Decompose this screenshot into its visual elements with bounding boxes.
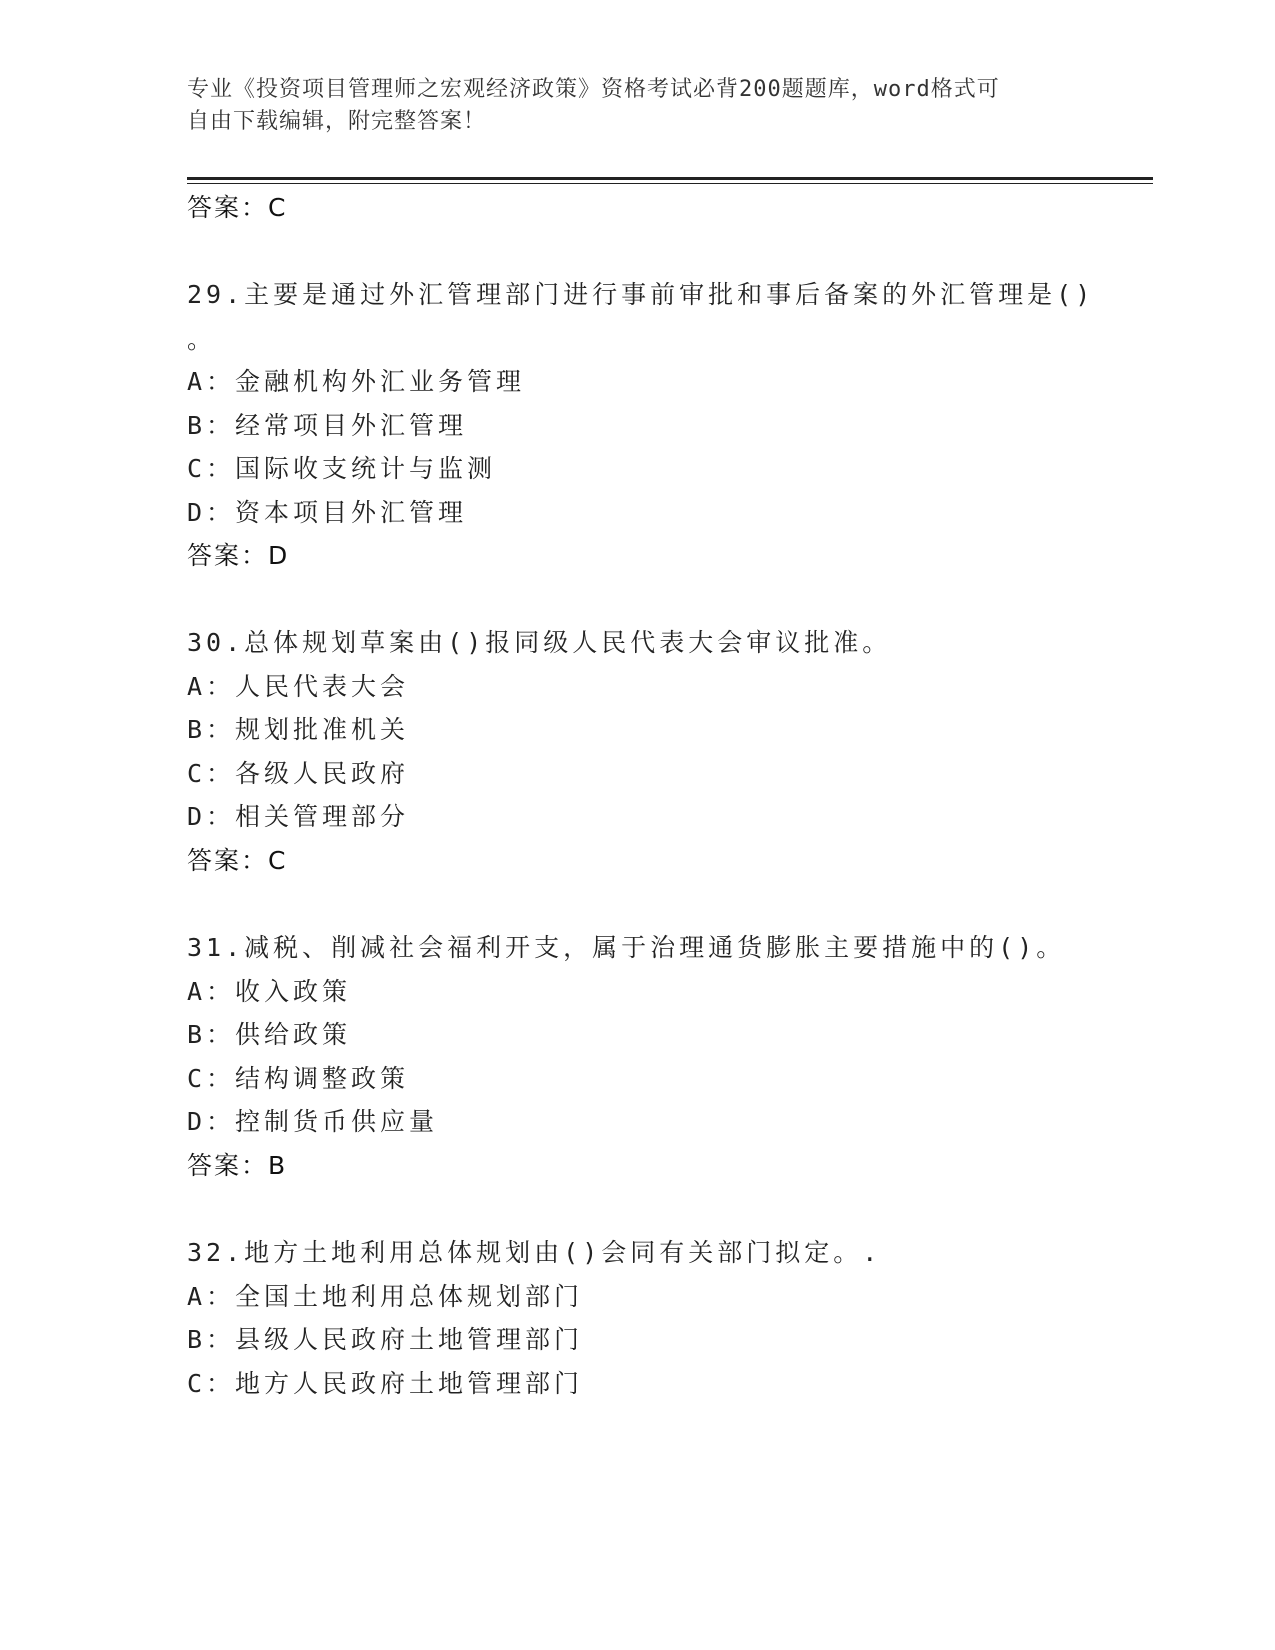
question-29-option-a: A：金融机构外汇业务管理 <box>187 367 526 396</box>
question-30-option-b: B：规划批准机关 <box>187 715 410 744</box>
question-29-option-b: B：经常项目外汇管理 <box>187 411 468 440</box>
question-30-option-d: D：相关管理部分 <box>187 802 410 831</box>
question-29-option-d: D：资本项目外汇管理 <box>187 498 468 527</box>
question-32-option-a: A：全国土地利用总体规划部门 <box>187 1282 584 1311</box>
question-29-stem: 29.主要是通过外汇管理部门进行事前审批和事后备案的外汇管理是() <box>187 280 1095 309</box>
question-30-option-c: C：各级人民政府 <box>187 759 410 788</box>
question-32-option-c: C：地方人民政府土地管理部门 <box>187 1369 584 1398</box>
question-29-answer: 答案：D <box>187 541 290 570</box>
question-32-option-b: B：县级人民政府土地管理部门 <box>187 1325 584 1354</box>
previous-answer: 答案：C <box>187 193 288 222</box>
header-line-2: 自由下载编辑，附完整答案！ <box>187 109 487 134</box>
header-line-1: 专业《投资项目管理师之宏观经济政策》资格考试必背200题题库，word格式可 <box>187 77 1000 102</box>
question-30-stem: 30.总体规划草案由()报同级人民代表大会审议批准。 <box>187 628 892 657</box>
question-31-option-d: D：控制货币供应量 <box>187 1107 439 1136</box>
question-31-answer: 答案：B <box>187 1151 288 1180</box>
question-30-option-a: A：人民代表大会 <box>187 672 410 701</box>
page-header <box>187 74 1087 138</box>
question-31-option-b: B：供给政策 <box>187 1020 352 1049</box>
question-31-option-c: C：结构调整政策 <box>187 1064 410 1093</box>
header-divider-thin <box>187 183 1153 184</box>
question-29-option-c: C：国际收支统计与监测 <box>187 454 497 483</box>
header-divider-thick <box>187 177 1153 180</box>
question-31-stem: 31.减税、削减社会福利开支，属于治理通货膨胀主要措施中的()。 <box>187 933 1066 962</box>
question-32-stem: 32.地方土地利用总体规划由()会同有关部门拟定。. <box>187 1238 882 1267</box>
question-31-option-a: A：收入政策 <box>187 977 352 1006</box>
question-30-answer: 答案：C <box>187 846 288 875</box>
question-29-stem-cont: 。 <box>187 325 217 354</box>
